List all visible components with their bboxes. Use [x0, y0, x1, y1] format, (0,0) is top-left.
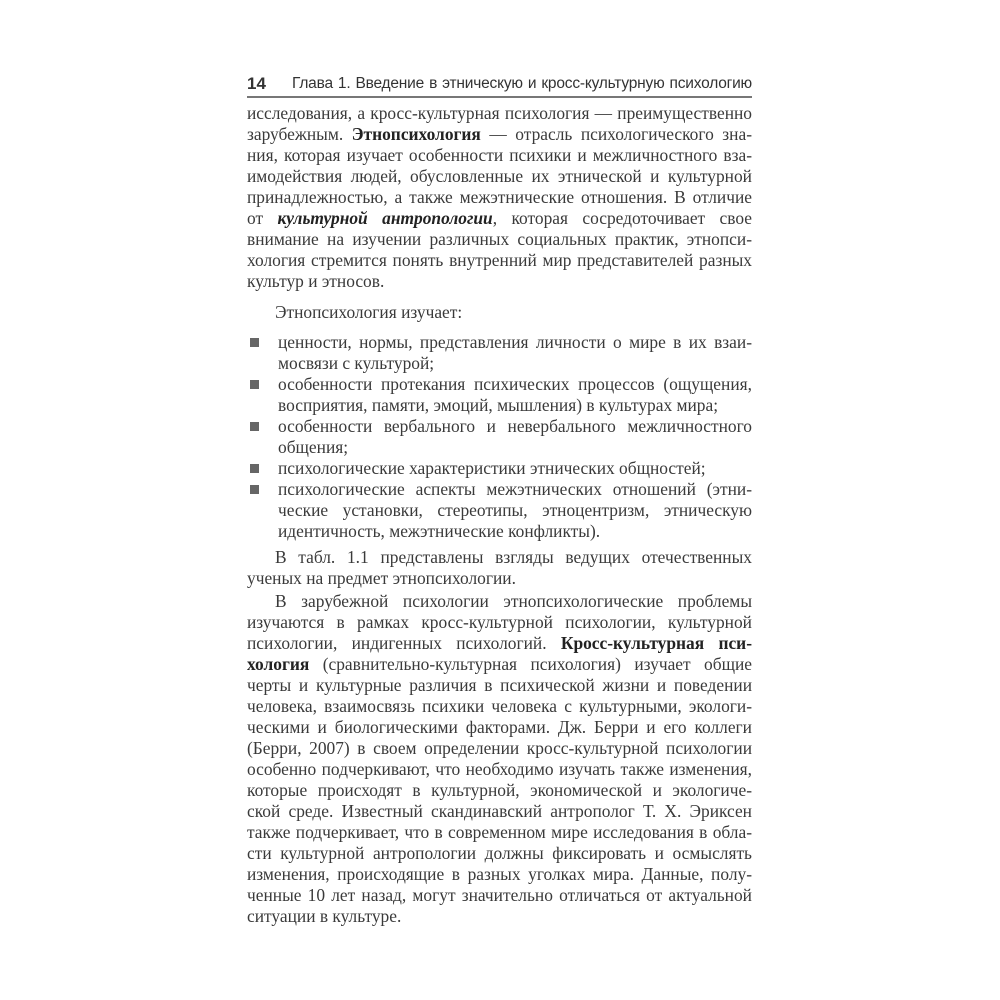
paragraph-line [247, 654, 752, 675]
paragraph-line [275, 547, 752, 568]
list-item-line [278, 479, 752, 500]
text-run: принадлежностью, а также межэтнические отношения. В отличие [247, 187, 752, 207]
text-run: ческие установки, стереотипы, этноцентризм, этническую [278, 500, 752, 520]
text-run: ческими и биологическими факторами. Дж. Берри и его коллеги [247, 717, 752, 737]
text-run: ния, которая изучает особенности психики и межличностного вза- [247, 145, 752, 165]
paragraph-line [247, 124, 752, 145]
text-run: идентичность, межэтнические конфликты). [278, 521, 601, 541]
text-run: (Берри, 2007) в своем определении кросс-культурной психологии [247, 738, 752, 758]
running-header [247, 72, 752, 98]
text-run: (сравнительно-культурная психология) изучает общие [309, 654, 752, 674]
paragraph-line [247, 166, 752, 187]
text-run: от [247, 208, 278, 228]
paragraph-line [247, 208, 752, 229]
page-number: 14 [247, 74, 266, 93]
text-run: Этнопсихология изучает: [275, 302, 463, 322]
paragraph-line [247, 612, 752, 633]
text-run: , которая сосредоточивает свое [492, 208, 752, 228]
bold-term: Этнопсихология [351, 124, 481, 144]
text-run: психологические характеристики этнических общностей; [278, 458, 706, 478]
text-run: В зарубежной психологии этнопсихологические проблемы [275, 591, 752, 611]
list-item-line [278, 332, 752, 353]
text-run: также подчеркивает, что в современном мире исследования в обла- [247, 822, 752, 842]
text-run: ченные 10 лет назад, могут значительно отличаться от актуальной [247, 885, 752, 905]
paragraph-line [247, 696, 752, 717]
list-item-line [278, 500, 752, 521]
text-run: культур и этносов. [247, 271, 385, 291]
list-item-line [278, 458, 752, 479]
list-item-line [278, 416, 752, 437]
list-item-line [278, 395, 752, 416]
square-bullet-icon [250, 485, 259, 494]
paragraph-line [275, 302, 752, 323]
bold-term: хология [247, 654, 310, 674]
list-item-line [278, 437, 752, 458]
text-run: ценности, нормы, представления личности о мире в их взаи- [278, 332, 752, 352]
text-run: особенности вербального и невербального межличностного [278, 416, 752, 436]
text-run: черты и культурные различия в психической жизни и поведении [247, 675, 752, 695]
paragraph-line [247, 864, 752, 885]
paragraph-line [247, 633, 752, 654]
text-run: ской среде. Известный скандинавский антрополог Т. Х. Эриксен [247, 801, 752, 821]
text-run: общения; [278, 437, 349, 457]
text-run: — отрасль психологического зна- [480, 124, 752, 144]
square-bullet-icon [250, 380, 259, 389]
text-run: ученых на предмет этнопсихологии. [247, 568, 516, 588]
square-bullet-icon [250, 422, 259, 431]
paragraph-line [247, 271, 752, 292]
paragraph-line [247, 801, 752, 822]
text-run: человека, взаимосвязь психики человека с культурными, экологи- [247, 696, 752, 716]
text-run: зарубежным. [247, 124, 352, 144]
paragraph-line [247, 759, 752, 780]
paragraph-line [247, 717, 752, 738]
text-run: психологии, индигенных психологий. [247, 633, 561, 653]
text-run: мосвязи с культурой; [278, 353, 435, 373]
paragraph-line [247, 843, 752, 864]
text-run: особенно подчеркивают, что необходимо изучать также изменения, [247, 759, 752, 779]
bold-term: Кросс-культурная пси- [560, 633, 752, 653]
text-run: хология стремится понять внутренний мир представителей разных [247, 250, 752, 270]
text-run: внимание на изучении различных социальных практик, этнопси- [247, 229, 752, 249]
paragraph-line [247, 187, 752, 208]
text-run: психологические аспекты межэтнических отношений (этни- [278, 479, 752, 499]
text-run: изучаются в рамках кросс-культурной психологии, культурной [247, 612, 752, 632]
paragraph-line [275, 591, 752, 612]
paragraph-line [247, 103, 752, 124]
paragraph-line [247, 885, 752, 906]
paragraph-line [247, 229, 752, 250]
paragraph-line [247, 780, 752, 801]
text-run: восприятия, памяти, эмоций, мышления) в культурах мира; [278, 395, 719, 415]
text-run: имодействия людей, обусловленные их этнической и культурной [247, 166, 752, 186]
italic-term: культурной антропологии [277, 208, 493, 228]
paragraph-line [247, 568, 752, 589]
text-run: изменения, происходящие в разных уголках мира. Данные, полу- [247, 864, 752, 884]
text-run: ситуации в культуре. [247, 906, 402, 926]
paragraph-line [247, 250, 752, 271]
paragraph-line [247, 822, 752, 843]
paragraph-line [247, 906, 752, 927]
paragraph-line [247, 145, 752, 166]
text-run: сти культурной антропологии должны фиксировать и осмыслять [247, 843, 752, 863]
running-title: Глава 1. Введение в этническую и кросс-культурную психологию [292, 75, 752, 92]
text-run: исследования, а кросс-культурная психология — преимущественно [247, 103, 752, 123]
list-item-line [278, 353, 752, 374]
paragraph-line [247, 738, 752, 759]
square-bullet-icon [250, 338, 259, 347]
list-item-line [278, 521, 752, 542]
paragraph-line [247, 675, 752, 696]
list-item-line [278, 374, 752, 395]
text-run: особенности протекания психических процессов (ощущения, [278, 374, 752, 394]
square-bullet-icon [250, 464, 259, 473]
text-run: которые происходят в культурной, экономической и экологиче- [247, 780, 752, 800]
text-run: В табл. 1.1 представлены взгляды ведущих отечественных [275, 547, 752, 567]
